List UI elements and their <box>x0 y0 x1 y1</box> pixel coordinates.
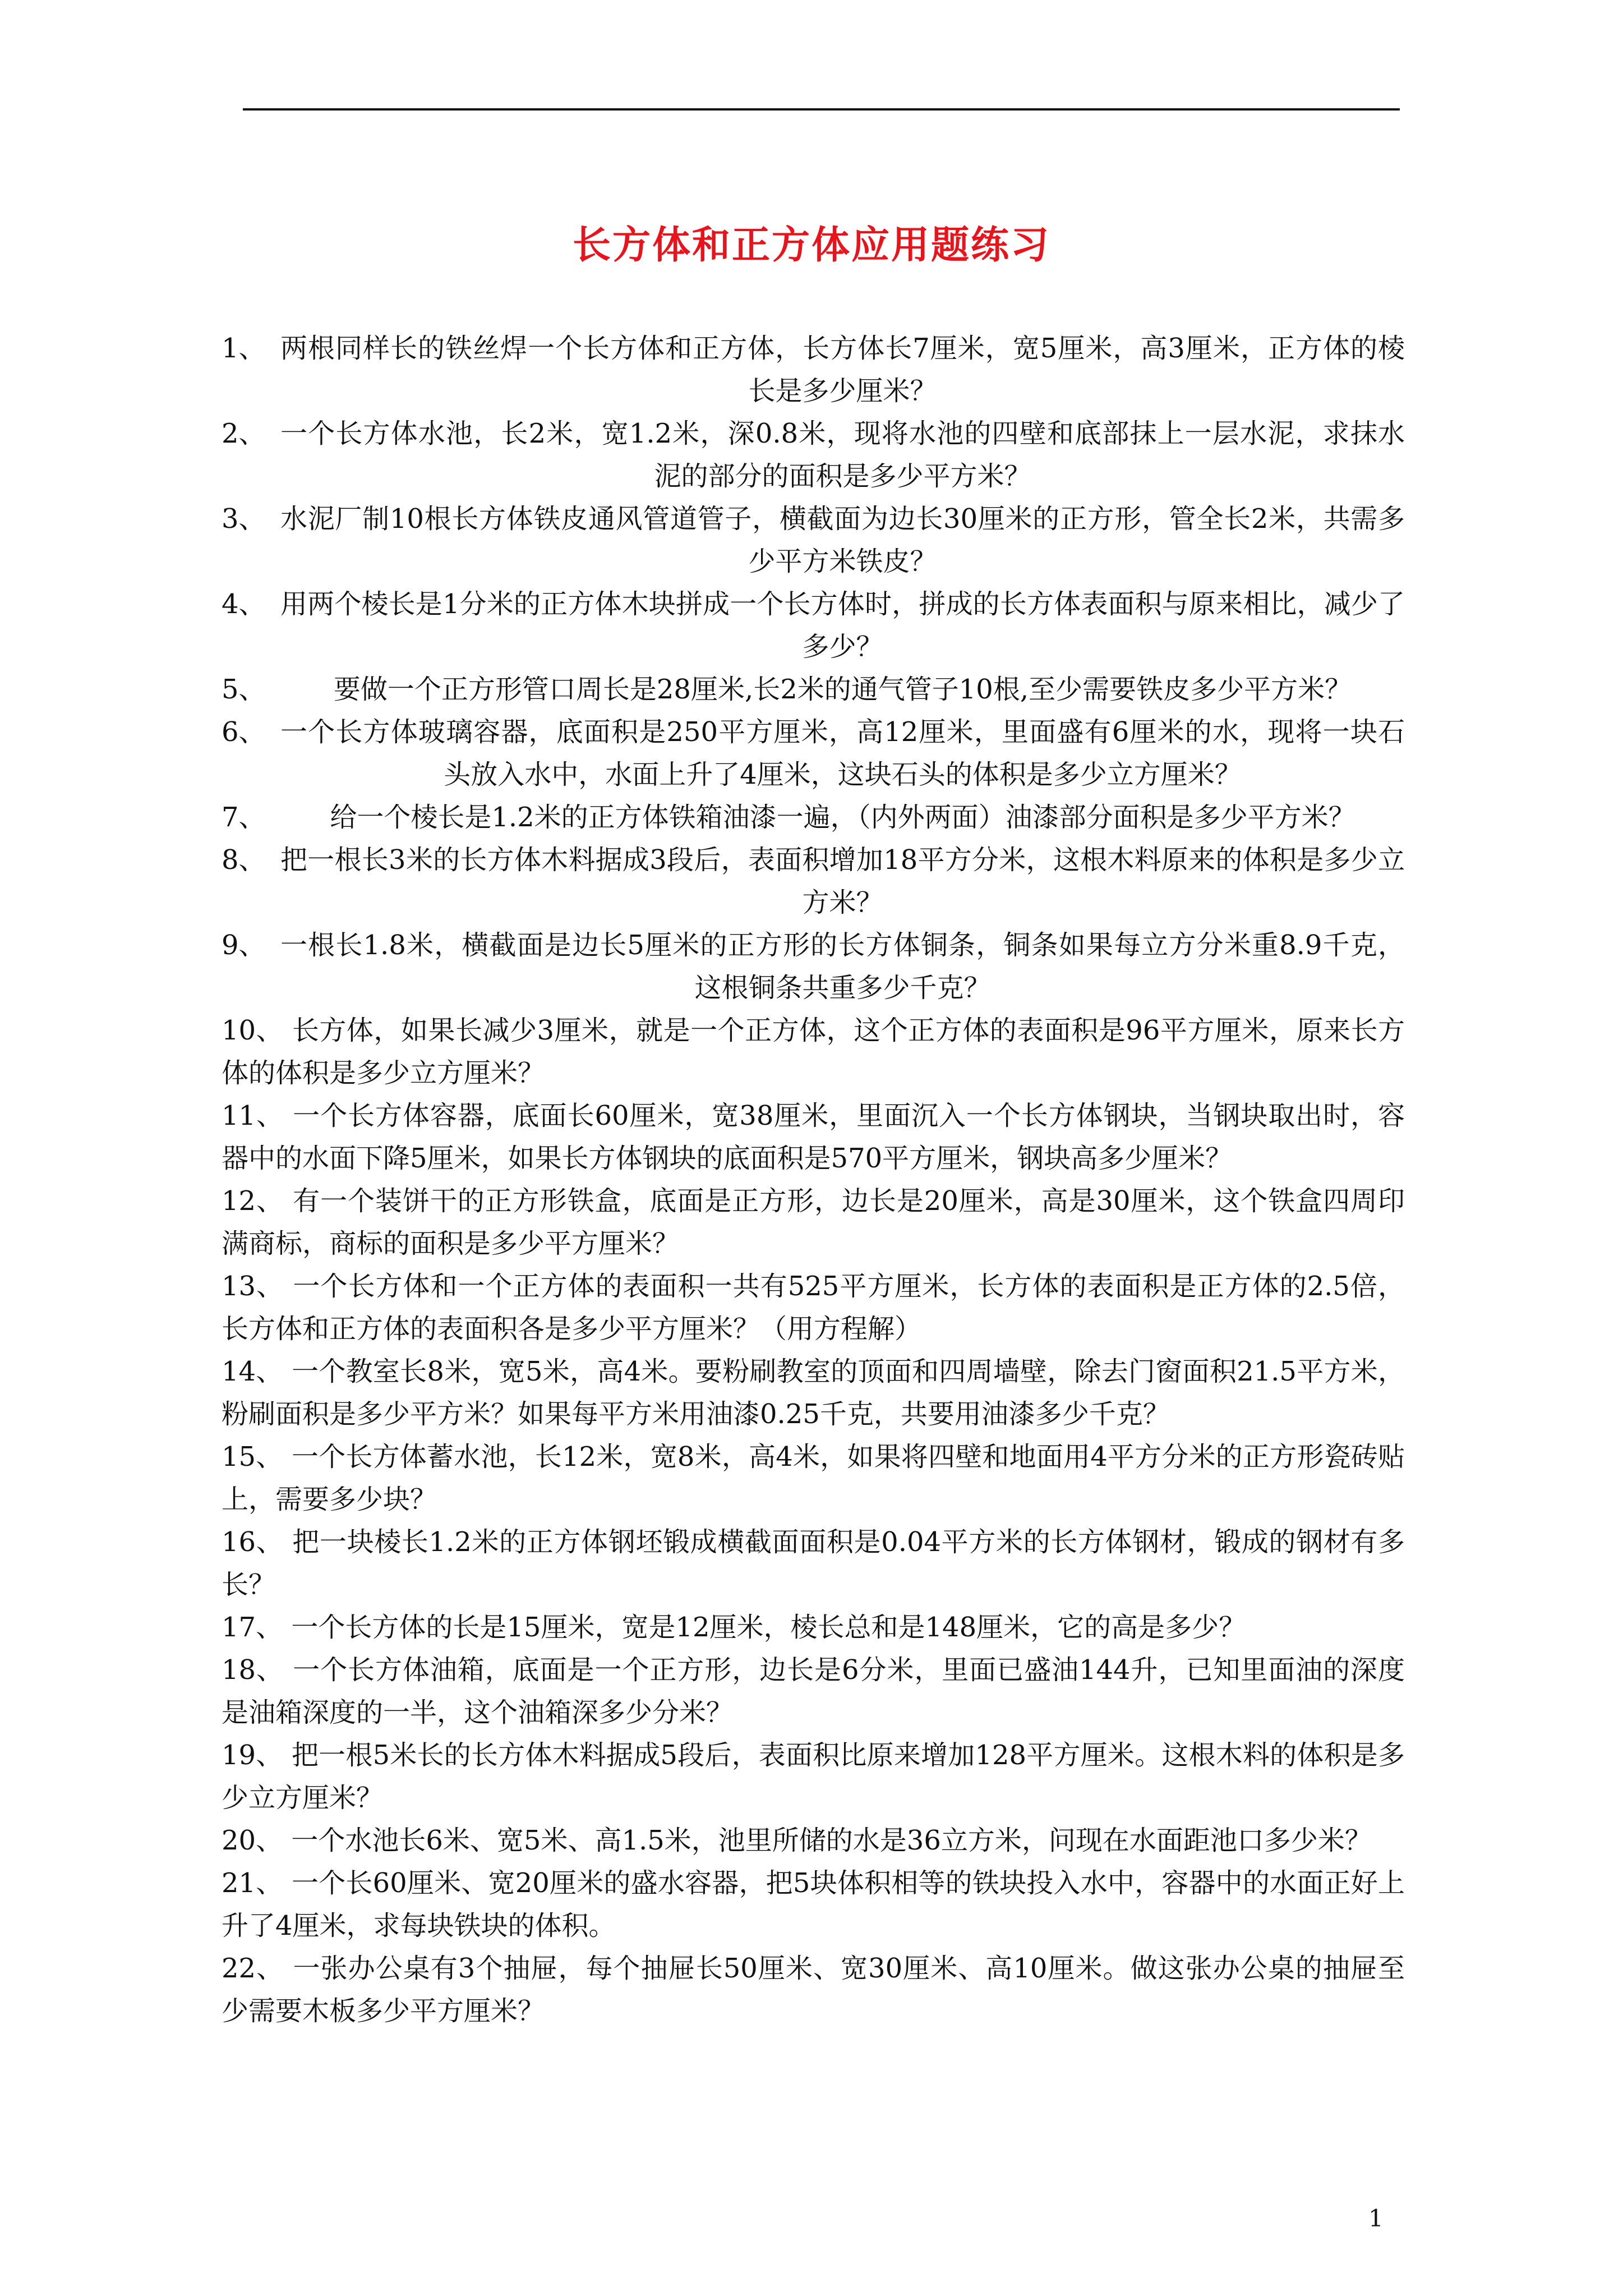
question-item <box>222 412 1405 498</box>
question-item <box>222 1350 1405 1435</box>
question-number: 14、 <box>222 1356 283 1387</box>
question-text: 两根同样长的铁丝焊一个长方体和正方体，长方体长7厘米，宽5厘米，高3厘米，正方体的棱长是多少厘米？ <box>280 333 1405 407</box>
question-text: 要做一个正方形管口周长是28厘米,长2米的通气管子10根,至少需要铁皮多少平方米？ <box>333 674 1352 705</box>
question-text: 一个长方体蓄水池，长12米，宽8米，高4米，如果将四壁和地面用4平方分米的正方形瓷砖贴上，需要多少块？ <box>222 1441 1405 1515</box>
question-text: 把一块棱长1.2米的正方体钢坯锻成横截面面积是0.04平方米的长方体钢材，锻成的钢材有多长？ <box>222 1526 1405 1600</box>
question-number: 13、 <box>222 1271 284 1302</box>
question-number: 7、 <box>222 802 266 833</box>
question-item <box>222 1265 1405 1350</box>
question-number: 8、 <box>222 844 266 876</box>
question-item <box>222 1435 1405 1521</box>
question-number: 22、 <box>222 1953 284 1984</box>
question-number: 16、 <box>222 1526 284 1558</box>
question-item <box>222 327 1405 412</box>
question-number: 11、 <box>222 1100 284 1131</box>
question-item <box>222 839 1405 924</box>
question-item <box>222 1819 1405 1862</box>
question-item <box>222 924 1405 1009</box>
question-text: 一个长方体和一个正方体的表面积一共有525平方厘米，长方体的表面积是正方体的2.5倍，长方体和正方体的表面积各是多少平方厘米？（用方程解） <box>222 1271 1405 1345</box>
question-list <box>222 327 1405 2032</box>
question-text: 一根长1.8米，横截面是边长5厘米的正方形的长方体铜条，铜条如果每立方分米重8.9千克，这根铜条共重多少千克？ <box>280 930 1405 1004</box>
question-number: 9、 <box>222 930 266 961</box>
question-item <box>222 1606 1405 1649</box>
question-item <box>222 1862 1405 1947</box>
question-item <box>222 796 1405 839</box>
question-text: 一个长方体的长是15厘米，宽是12厘米，棱长总和是148厘米，它的高是多少？ <box>291 1612 1246 1643</box>
question-number: 19、 <box>222 1740 283 1771</box>
question-text: 给一个棱长是1.2米的正方体铁箱油漆一遍，（内外两面）油漆部分面积是多少平方米？ <box>330 802 1355 833</box>
question-text: 水泥厂制10根长方体铁皮通风管道管子，横截面为边长30厘米的正方形，管全长2米，共需多少平方米铁皮？ <box>280 503 1405 577</box>
question-item <box>222 1947 1405 2032</box>
question-text: 一个长方体玻璃容器，底面积是250平方厘米，高12厘米，里面盛有6厘米的水，现将一块石头放入水中，水面上升了4厘米，这块石头的体积是多少立方厘米？ <box>280 716 1405 790</box>
question-item <box>222 498 1405 583</box>
question-text: 一个长60厘米、宽20厘米的盛水容器，把5块体积相等的铁块投入水中，容器中的水面正好上升了4厘米，求每块铁块的体积。 <box>222 1867 1405 1941</box>
question-item <box>222 668 1405 711</box>
question-number: 12、 <box>222 1185 284 1217</box>
question-number: 15、 <box>222 1441 283 1473</box>
question-text: 一个长方体容器，底面长60厘米，宽38厘米，里面沉入一个长方体钢块，当钢块取出时，容器中的水面下降5厘米，如果长方体钢块的底面积是570平方厘米，钢块高多少厘米？ <box>222 1100 1405 1174</box>
question-number: 2、 <box>222 418 266 449</box>
question-number: 6、 <box>222 716 266 748</box>
question-item <box>222 583 1405 668</box>
question-item <box>222 711 1405 796</box>
question-text: 长方体，如果长减少3厘米，就是一个正方体，这个正方体的表面积是96平方厘米，原来长方体的体积是多少立方厘米？ <box>222 1015 1405 1089</box>
question-text: 一张办公桌有3个抽屉，每个抽屉长50厘米、宽30厘米、高10厘米。做这张办公桌的抽屉至少需要木板多少平方厘米？ <box>222 1953 1405 2027</box>
header-rule <box>243 108 1400 111</box>
question-number: 18、 <box>222 1654 284 1686</box>
question-item <box>222 1009 1405 1094</box>
question-text: 一个长方体油箱，底面是一个正方形，边长是6分米，里面已盛油144升，已知里面油的深度是油箱深度的一半，这个油箱深多少分米？ <box>222 1654 1405 1728</box>
question-item <box>222 1180 1405 1265</box>
question-number: 20、 <box>222 1825 283 1856</box>
page-title: 长方体和正方体应用题练习 <box>572 223 1050 268</box>
question-number: 10、 <box>222 1015 284 1046</box>
question-number: 17、 <box>222 1612 283 1643</box>
question-text: 把一根5米长的长方体木料据成5段后，表面积比原来增加128平方厘米。这根木料的体积是多少立方厘米？ <box>222 1740 1405 1814</box>
question-item <box>222 1649 1405 1734</box>
question-number: 4、 <box>222 588 266 620</box>
question-item <box>222 1734 1405 1819</box>
question-number: 5、 <box>222 674 266 705</box>
question-number: 3、 <box>222 503 266 535</box>
question-text: 一个教室长8米，宽5米，高4米。要粉刷教室的顶面和四周墙壁，除去门窗面积21.5平方米，粉刷面积是多少平方米？如果每平方米用油漆0.25千克，共要用油漆多少千克？ <box>222 1356 1405 1430</box>
question-item <box>222 1094 1405 1180</box>
question-number: 1、 <box>222 333 266 364</box>
question-item <box>222 1521 1405 1606</box>
question-text: 一个水池长6米、宽5米、高1.5米，池里所储的水是36立方米，问现在水面距池口多少米？ <box>291 1825 1372 1856</box>
question-text: 把一根长3米的长方体木料据成3段后，表面积增加18平方分米，这根木料原来的体积是多少立方米？ <box>280 844 1405 918</box>
page-number: 1 <box>1368 2205 1384 2232</box>
question-text: 有一个装饼干的正方形铁盒，底面是正方形，边长是20厘米，高是30厘米，这个铁盒四周印满商标，商标的面积是多少平方厘米？ <box>222 1185 1405 1259</box>
question-number: 21、 <box>222 1867 283 1899</box>
question-text: 用两个棱长是1分米的正方体木块拼成一个长方体时，拼成的长方体表面积与原来相比，减少了多少？ <box>280 588 1405 662</box>
question-text: 一个长方体水池，长2米，宽1.2米，深0.8米，现将水池的四壁和底部抹上一层水泥，求抹水泥的部分的面积是多少平方米？ <box>280 418 1405 492</box>
